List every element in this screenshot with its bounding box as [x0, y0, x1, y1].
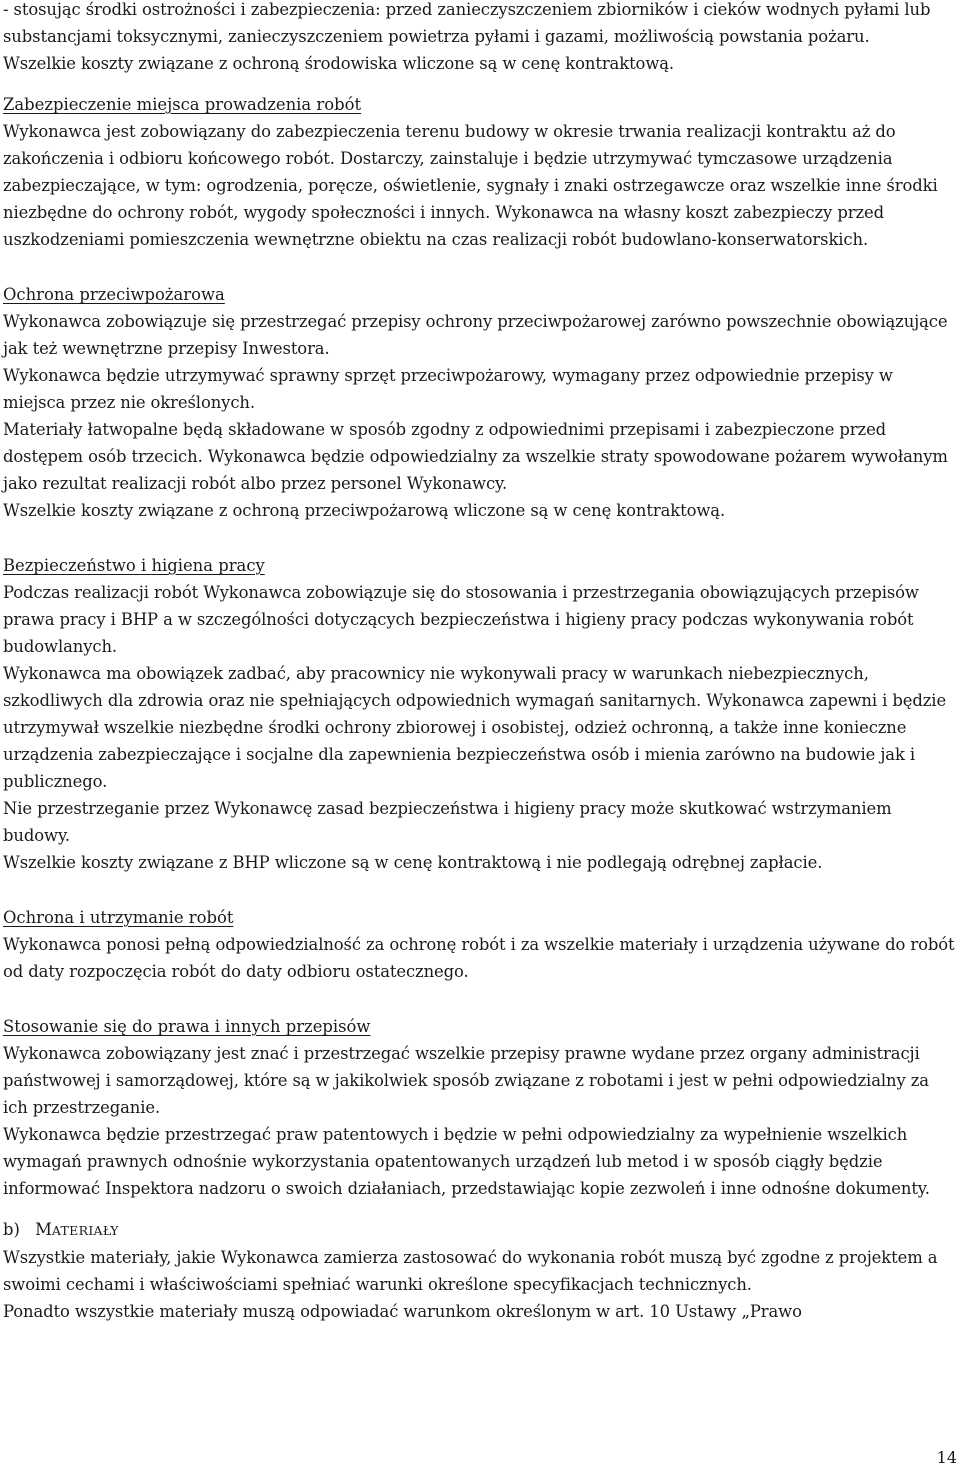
section-heading-site-security: Zabezpieczenie miejsca prowadzenia robót — [3, 95, 362, 114]
section-heading-works-protection: Ochrona i utrzymanie robót — [3, 908, 234, 927]
section-paragraph: Nie przestrzeganie przez Wykonawcę zasad bezpieczeństwa i higieny pracy może skutkować wstrzymaniem budowy. — [3, 799, 892, 845]
intro-paragraph: - stosując środki ostrożności i zabezpieczenia: przed zanieczyszczeniem zbiorników i cieków wodnych pyłami lub substancjami toksycznymi, zanieczyszczeniem powietrza pyłami i gazami, możliwością powstania pożaru. — [3, 0, 931, 46]
spacer — [3, 985, 955, 1013]
spacer — [3, 253, 955, 281]
section-heading-fire-protection: Ochrona przeciwpożarowa — [3, 285, 225, 304]
document-page — [3, 0, 955, 1325]
section-paragraph: Wykonawca będzie przestrzegać praw patentowych i będzie w pełni odpowiedzialny za wypełnienie wszelkich wymagań prawnych odnośnie wykorzystania opatentowanych urządzeń lub metod i w sposób ciągły będzie informować Inspektora nadzoru o swoich działaniach, przedstawiając kopie zezwoleń i inne odnośne dokumenty. — [3, 1125, 930, 1198]
materials-paragraph: Ponadto wszystkie materiały muszą odpowiadać warunkom określonym w art. 10 Ustawy „Prawo — [3, 1302, 802, 1321]
spacer — [3, 1202, 955, 1216]
section-paragraph: Wykonawca zobowiązany jest znać i przestrzegać wszelkie przepisy prawne wydane przez organy administracji państwowej i samorządowej, które są w jakikolwiek sposób związane z robotami i jest w pełni odpowiedzialny za ich przestrzeganie. — [3, 1044, 929, 1117]
materials-prefix: b) — [3, 1220, 20, 1239]
section-paragraph: Wykonawca ma obowiązek zadbać, aby pracownicy nie wykonywali pracy w warunkach niebezpiecznych, szkodliwych dla zdrowia oraz nie spełniających odpowiednich wymagań sanitarnych. Wykonawca zapewni i będzie utrzymywał wszelkie niezbędne środki ochrony zbiorowej i osobistej, odzież ochronną, a także inne konieczne urządzenia zabezpieczające i socjalne dla zapewnienia bezpieczeństwa osób i mienia zarówno na budowie jak i publicznego. — [3, 664, 947, 791]
section-paragraph: Wszelkie koszty związane z ochroną przeciwpożarową wliczone są w cenę kontraktową. — [3, 501, 726, 520]
materials-paragraph: Wszystkie materiały, jakie Wykonawca zamierza zastosować do wykonania robót muszą być zgodne z projektem a swoimi cechami i właściwościami spełniać warunki określone specyfikacjach technicznych. — [3, 1248, 938, 1294]
section-paragraph: Wykonawca będzie utrzymywać sprawny sprzęt przeciwpożarowy, wymagany przez odpowiednie przepisy w miejsca przez nie określonych. — [3, 366, 893, 412]
section-paragraph: Wszelkie koszty związane z BHP wliczone są w cenę kontraktową i nie podlegają odrębnej zapłacie. — [3, 853, 823, 872]
spacer — [3, 524, 955, 552]
materials-title-rest: ATERIAŁY — [51, 1223, 119, 1238]
section-paragraph: Wykonawca ponosi pełną odpowiedzialność za ochronę robót i za wszelkie materiały i urządzenia używane do robót od daty rozpoczęcia robót do daty odbioru ostatecznego. — [3, 935, 955, 981]
intro-paragraph: Wszelkie koszty związane z ochroną środowiska wliczone są w cenę kontraktową. — [3, 54, 675, 73]
section-paragraph: Wykonawca jest zobowiązany do zabezpieczenia terenu budowy w okresie trwania realizacji kontraktu aż do zakończenia i odbioru końcowego robót. Dostarczy, zainstaluje i będzie utrzymywać tymczasowe urządzenia zabezpieczające, w tym: ogrodzenia, poręcze, oświetlenie, sygnały i znaki ostrzegawcze oraz wszelkie inne środki niezbędne do ochrony robót, wygody społeczności i innych. Wykonawca na własny koszt zabezpieczy przed uszkodzeniami pomieszczenia wewnętrzne obiektu na czas realizacji robót budowlano-konserwatorskich. — [3, 122, 938, 249]
section-paragraph: Podczas realizacji robót Wykonawca zobowiązuje się do stosowania i przestrzegania obowiązujących przepisów prawa pracy i BHP a w szczególności dotyczących bezpieczeństwa i higieny pracy podczas wykonywania robót budowlanych. — [3, 583, 919, 656]
section-paragraph: Materiały łatwopalne będą składowane w sposób zgodny z odpowiednimi przepisami i zabezpieczone przed dostępem osób trzecich. Wykonawca będzie odpowiedzialny za wszelkie straty spowodowane pożarem wywołanym jako rezultat realizacji robót albo przez personel Wykonawcy. — [3, 420, 948, 493]
page-number: 14 — [936, 1448, 957, 1467]
section-heading-law-compliance: Stosowanie się do prawa i innych przepisów — [3, 1017, 371, 1036]
section-paragraph: Wykonawca zobowiązuje się przestrzegać przepisy ochrony przeciwpożarowej zarówno powszechnie obowiązujące jak też wewnętrzne przepisy Inwestora. — [3, 312, 948, 358]
section-heading-health-safety: Bezpieczeństwo i higiena pracy — [3, 556, 265, 575]
materials-heading — [3, 1216, 955, 1244]
spacer — [3, 876, 955, 904]
spacer — [3, 77, 955, 91]
materials-title-cap: M — [35, 1220, 52, 1239]
